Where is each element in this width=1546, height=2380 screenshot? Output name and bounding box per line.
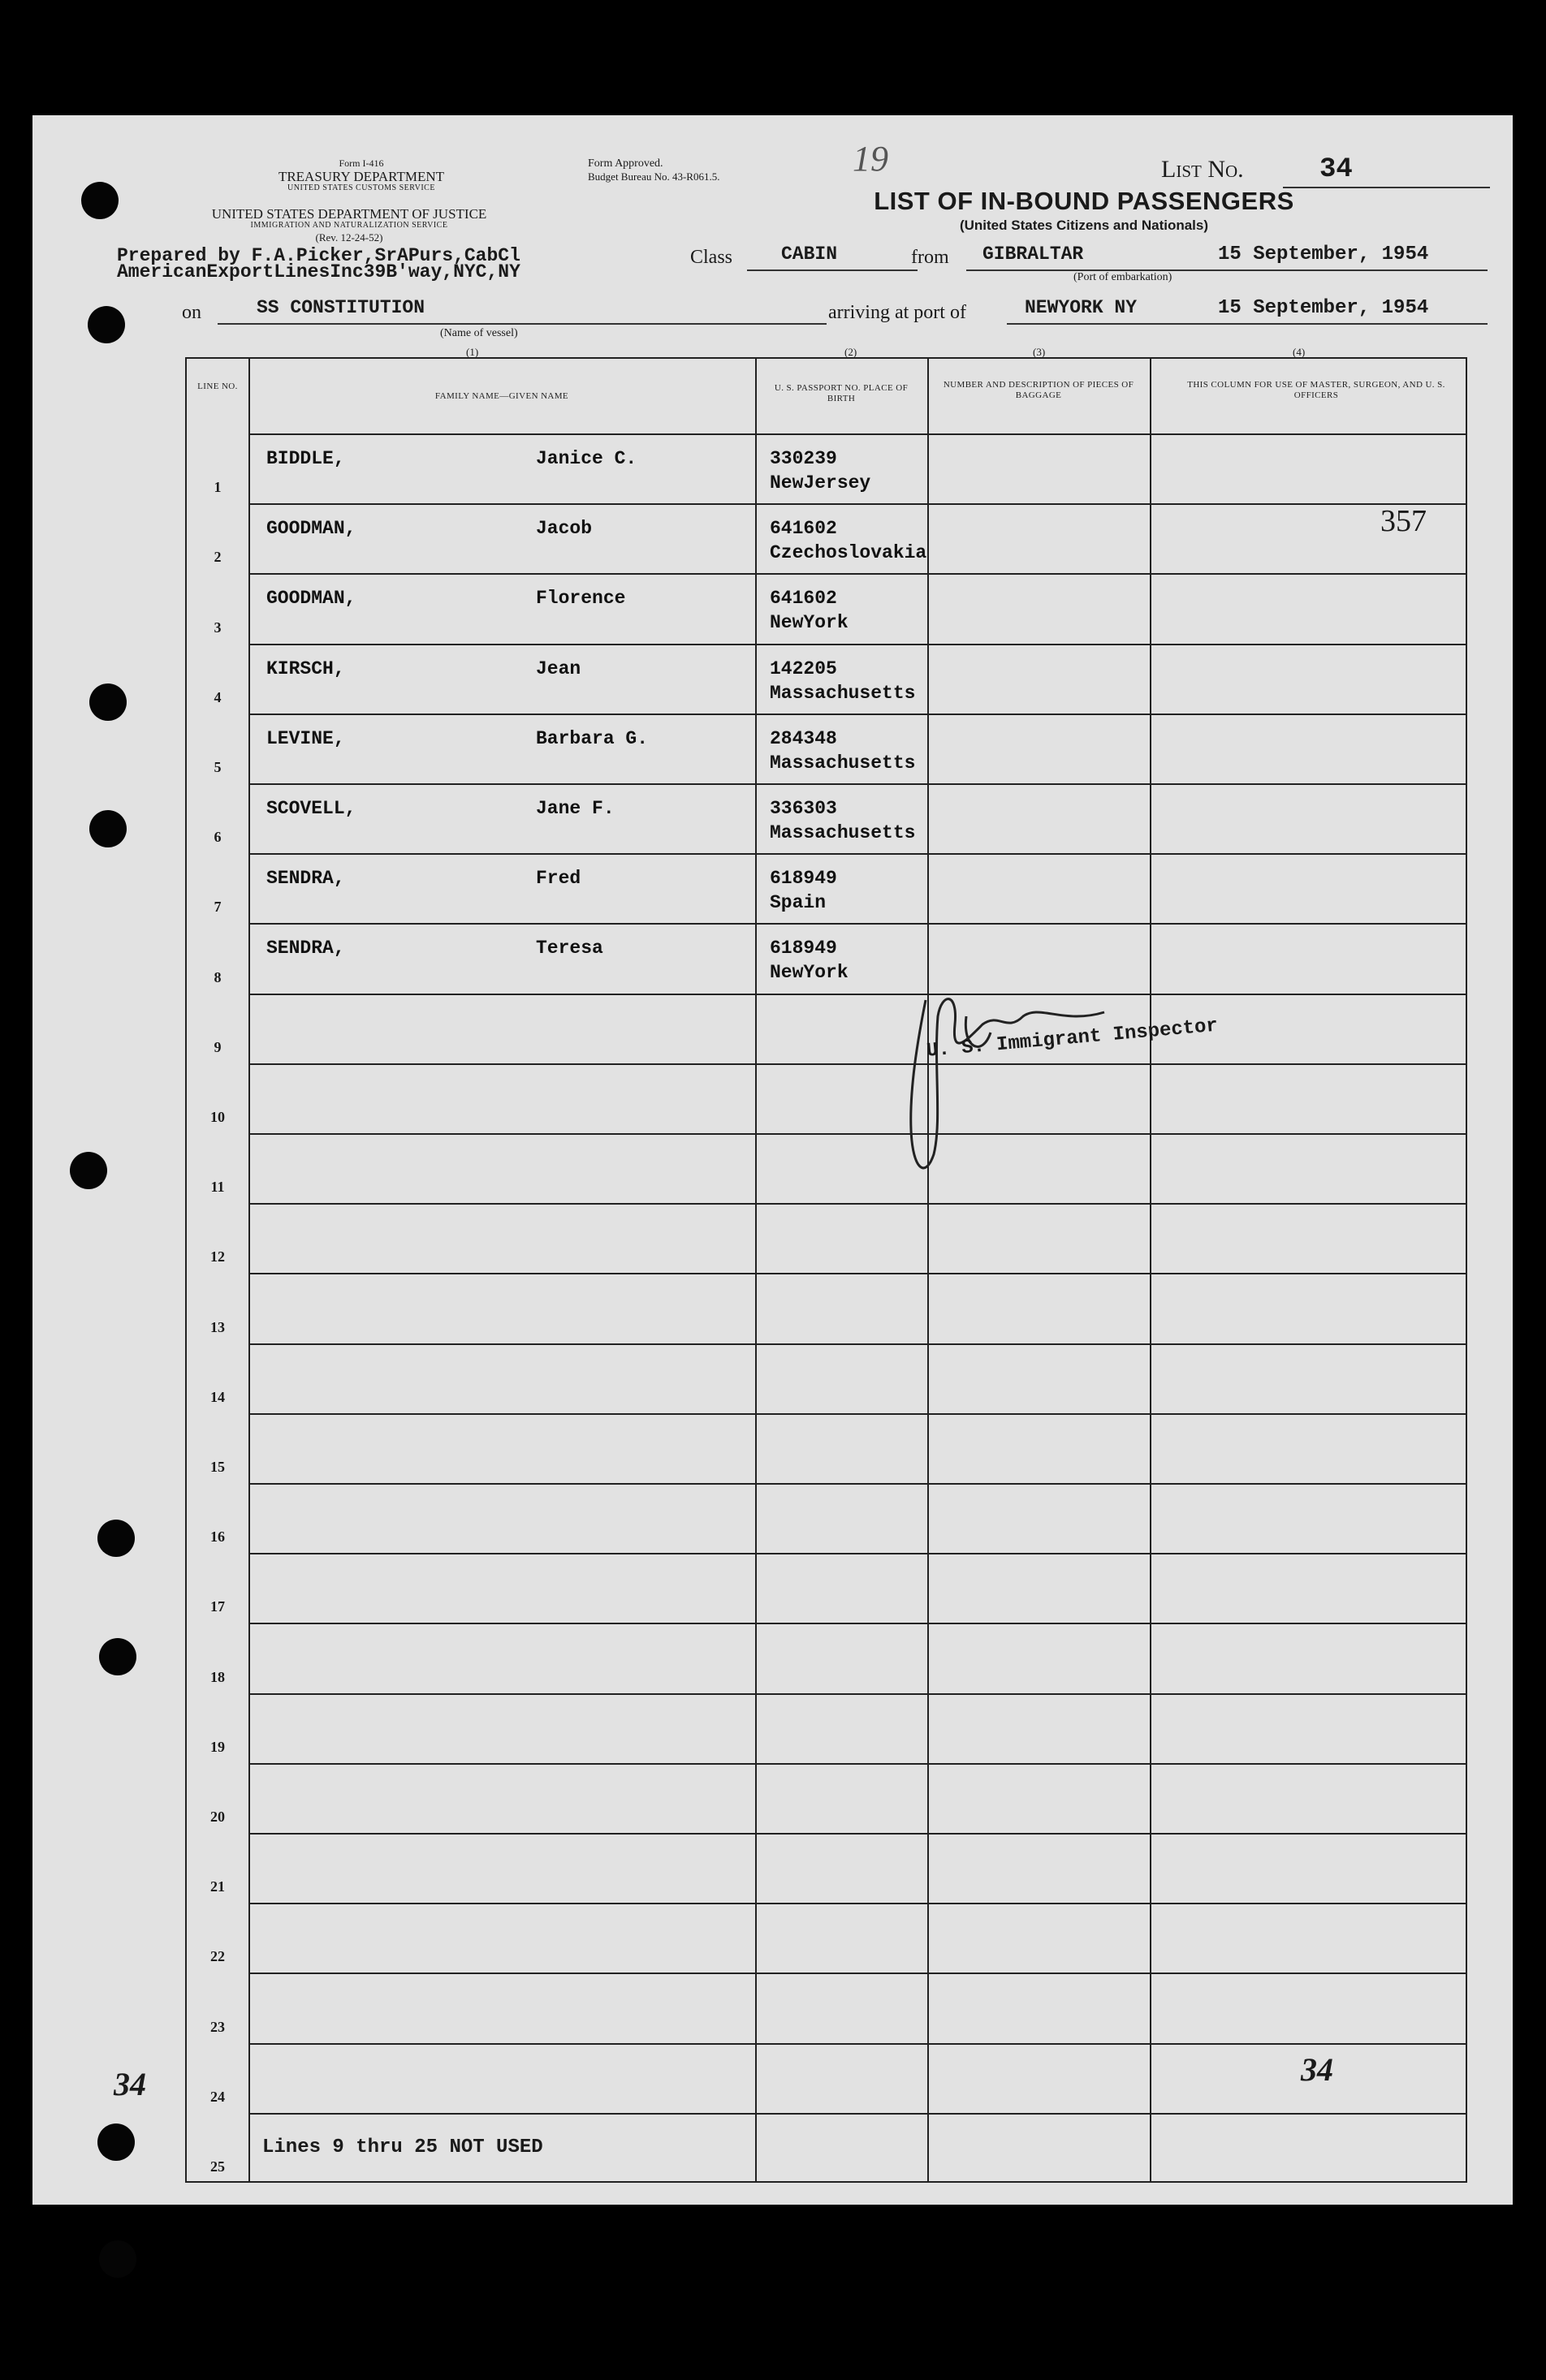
budget-bureau: Budget Bureau No. 43-R061.5. xyxy=(588,170,720,183)
passport-number: 641602 xyxy=(770,518,837,540)
line-number: 22 xyxy=(210,1948,225,1965)
col-divider xyxy=(755,359,757,2181)
ins-service: IMMIGRATION AND NATURALIZATION SERVICE xyxy=(250,221,448,230)
passport-number: 336303 xyxy=(770,798,837,819)
header-name: FAMILY NAME—GIVEN NAME xyxy=(434,391,569,401)
document-page xyxy=(32,115,1513,2205)
given-name: Jane F. xyxy=(536,798,615,819)
line-number: 23 xyxy=(210,2018,225,2035)
line-number: 6 xyxy=(214,829,222,846)
row-divider xyxy=(250,1413,1466,1415)
punch-hole xyxy=(81,182,119,219)
revision: (Rev. 12-24-52) xyxy=(315,231,383,244)
page-title: LIST OF IN-BOUND PASSENGERS xyxy=(874,187,1294,215)
family-name: LEVINE, xyxy=(266,727,345,749)
class-label: Class xyxy=(690,247,733,268)
line-number: 10 xyxy=(210,1109,225,1125)
family-name: GOODMAN, xyxy=(266,588,356,610)
place-of-birth: NewJersey xyxy=(770,472,871,494)
place-of-birth: NewYork xyxy=(770,612,849,634)
line-number: 2 xyxy=(214,549,222,566)
row-divider xyxy=(250,1903,1466,1904)
line-number: 4 xyxy=(214,688,222,705)
row-divider xyxy=(250,1483,1466,1485)
header-officers: THIS COLUMN FOR USE OF MASTER, SURGEON, AND U. S. OFFICERS xyxy=(1187,380,1445,400)
line-number: 5 xyxy=(214,759,222,775)
row-divider xyxy=(250,714,1466,715)
arrival-underline xyxy=(1007,323,1488,325)
line-number: 9 xyxy=(214,1038,222,1055)
family-name: KIRSCH, xyxy=(266,658,345,679)
given-name: Janice C. xyxy=(536,448,637,469)
passport-number: 330239 xyxy=(770,448,837,469)
line-number: 20 xyxy=(210,1809,225,1825)
header-passport: U. S. PASSPORT NO. PLACE OF BIRTH xyxy=(774,383,909,403)
prepared-by-company: AmericanExportLinesInc39B'way,NYC,NY xyxy=(117,261,520,282)
line-number: 1 xyxy=(214,479,222,496)
row-divider xyxy=(250,573,1466,575)
row-divider xyxy=(250,1623,1466,1624)
column-number-2: (2) xyxy=(844,346,857,358)
row-divider xyxy=(250,1203,1466,1205)
punch-hole xyxy=(89,810,127,847)
row-divider xyxy=(250,2043,1466,2045)
class-underline xyxy=(747,269,918,271)
line-number: 17 xyxy=(210,1598,225,1615)
row-divider xyxy=(250,1693,1466,1695)
place-of-birth: Spain xyxy=(770,892,827,914)
handwritten-number: 19 xyxy=(853,139,888,179)
page-subtitle: (United States Citizens and Nationals) xyxy=(959,218,1209,233)
passenger-table xyxy=(185,357,1467,2183)
page-mark-left: 34 xyxy=(114,2066,146,2102)
punch-hole xyxy=(99,2240,136,2278)
row-divider xyxy=(250,923,1466,925)
passport-number: 618949 xyxy=(770,868,837,890)
row-divider xyxy=(250,1273,1466,1274)
list-label: List No. xyxy=(1161,156,1244,183)
punch-hole xyxy=(97,2123,135,2161)
line-number: 25 xyxy=(210,2158,225,2175)
row-divider xyxy=(250,1553,1466,1554)
vessel-underline xyxy=(218,323,827,325)
row-divider xyxy=(250,1063,1466,1065)
row-divider xyxy=(250,644,1466,645)
officer-note: 357 xyxy=(1380,504,1427,538)
line-number: 3 xyxy=(214,619,222,636)
place-of-birth: NewYork xyxy=(770,962,849,984)
vessel-name: SS CONSTITUTION xyxy=(257,297,425,318)
unused-lines-note: Lines 9 thru 25 NOT USED xyxy=(262,2136,543,2158)
place-of-birth: Massachusetts xyxy=(770,822,916,843)
page-mark-right: 34 xyxy=(1301,2051,1333,2088)
from-label: from xyxy=(911,247,949,268)
row-divider xyxy=(250,1973,1466,1974)
given-name: Florence xyxy=(536,588,626,610)
given-name: Barbara G. xyxy=(536,727,649,749)
vessel-note: (Name of vessel) xyxy=(440,327,518,339)
line-number: 21 xyxy=(210,1878,225,1895)
given-name: Jacob xyxy=(536,518,593,540)
place-of-birth: Massachusetts xyxy=(770,752,916,774)
class-value: CABIN xyxy=(781,244,838,265)
line-number: 7 xyxy=(214,899,222,916)
family-name: SCOVELL, xyxy=(266,798,356,819)
row-divider xyxy=(250,783,1466,785)
arrival-port: NEWYORK NY xyxy=(1025,297,1138,318)
punch-hole xyxy=(70,1152,107,1189)
punch-hole xyxy=(99,1638,136,1675)
justice-department: UNITED STATES DEPARTMENT OF JUSTICE xyxy=(211,206,487,222)
row-divider xyxy=(250,2113,1466,2115)
given-name: Jean xyxy=(536,658,581,679)
customs-service: UNITED STATES CUSTOMS SERVICE xyxy=(287,183,435,192)
place-of-birth: Massachusetts xyxy=(770,682,916,704)
line-number: 11 xyxy=(210,1179,225,1196)
inspector-title: U. S. Immigrant Inspector xyxy=(926,1015,1220,1063)
given-name: Fred xyxy=(536,868,581,890)
column-number-3: (3) xyxy=(1033,346,1046,358)
arriving-label: arriving at port of xyxy=(828,302,966,323)
line-number: 15 xyxy=(210,1459,225,1475)
passport-number: 284348 xyxy=(770,727,837,749)
line-number: 14 xyxy=(210,1388,225,1405)
depart-date: 15 September, 1954 xyxy=(1218,244,1429,265)
row-divider xyxy=(250,1833,1466,1835)
from-underline xyxy=(966,269,1488,271)
line-number: 16 xyxy=(210,1528,225,1546)
line-number: 12 xyxy=(210,1248,225,1265)
col-divider xyxy=(927,359,929,2181)
prepared-by: Prepared by F.A.Picker,SrAPurs,CabCl xyxy=(117,245,520,266)
punch-hole xyxy=(88,306,125,343)
place-of-birth: Czechoslovakia xyxy=(770,542,927,564)
row-divider xyxy=(250,1343,1466,1345)
row-divider xyxy=(250,994,1466,995)
form-approved: Form Approved. xyxy=(588,157,663,170)
punch-hole xyxy=(89,683,127,721)
row-divider xyxy=(250,1763,1466,1765)
col-divider xyxy=(1150,359,1151,2181)
line-number: 13 xyxy=(210,1318,225,1335)
embark-port: GIBRALTAR xyxy=(982,244,1084,265)
column-number-1: (1) xyxy=(466,346,479,358)
line-number: 24 xyxy=(210,2088,225,2105)
header-line-no: LINE NO. xyxy=(197,382,238,391)
line-number: 8 xyxy=(214,968,222,985)
punch-hole xyxy=(97,1520,135,1557)
form-number: Form I-416 xyxy=(339,157,384,169)
given-name: Teresa xyxy=(536,938,603,959)
line-number: 19 xyxy=(210,1738,225,1755)
treasury-department: TREASURY DEPARTMENT xyxy=(278,169,445,184)
row-divider xyxy=(250,1133,1466,1135)
row-divider xyxy=(250,503,1466,505)
family-name: SENDRA, xyxy=(266,938,345,959)
inspector-signature xyxy=(877,968,1145,1260)
family-name: BIDDLE, xyxy=(266,448,345,469)
passport-number: 641602 xyxy=(770,588,837,610)
on-label: on xyxy=(182,302,201,323)
col-divider xyxy=(248,359,250,2181)
passport-number: 142205 xyxy=(770,658,837,679)
list-number: 34 xyxy=(1319,154,1353,185)
row-divider xyxy=(250,433,1466,435)
arrival-date: 15 September, 1954 xyxy=(1218,297,1429,319)
column-number-4: (4) xyxy=(1293,346,1306,358)
row-divider xyxy=(250,853,1466,855)
port-embark-note: (Port of embarkation) xyxy=(1073,271,1172,283)
line-number: 18 xyxy=(210,1668,225,1685)
family-name: SENDRA, xyxy=(266,868,345,890)
family-name: GOODMAN, xyxy=(266,518,356,540)
passport-number: 618949 xyxy=(770,938,837,959)
header-baggage: NUMBER AND DESCRIPTION OF PIECES OF BAGGAGE xyxy=(943,380,1134,400)
